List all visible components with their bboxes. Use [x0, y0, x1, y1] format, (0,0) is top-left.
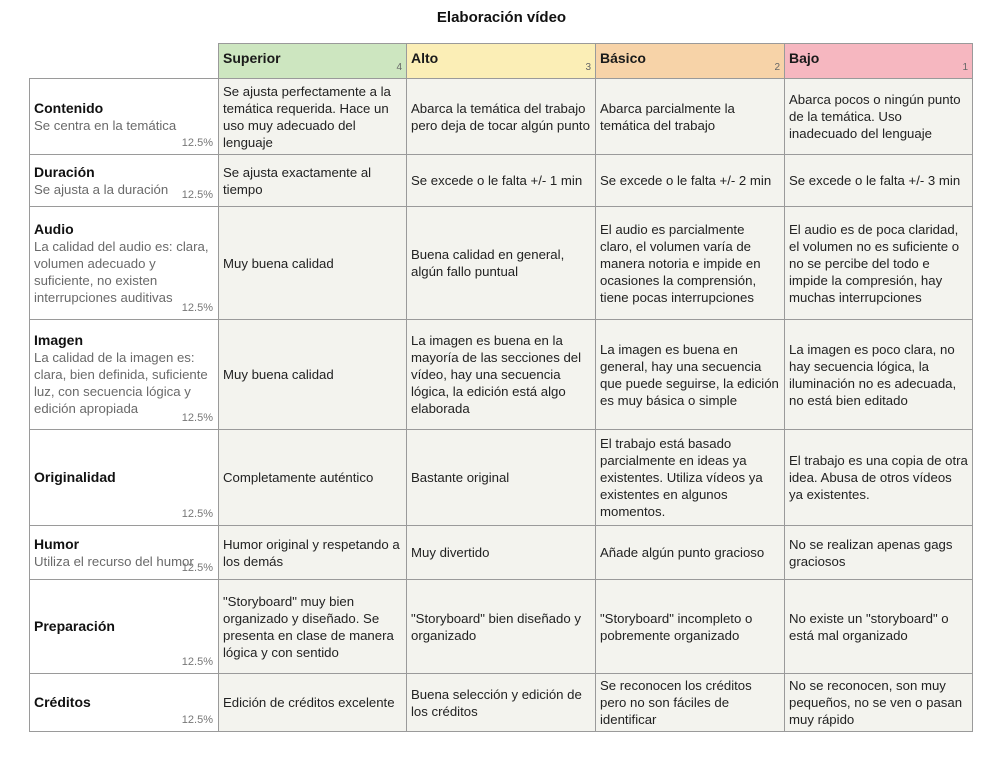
criterion-row-humor	[30, 526, 973, 580]
criterion-cell	[30, 526, 219, 580]
criterion-cell	[30, 674, 219, 732]
rubric-cell: Completamente auténtico	[219, 430, 407, 526]
rubric-cell: El trabajo es una copia de otra idea. Abusa de otros vídeos ya existentes.	[785, 430, 973, 526]
rubric-cell: "Storyboard" bien diseñado y organizado	[407, 580, 596, 674]
criterion-weight: 12.5%	[181, 189, 213, 201]
rubric-cell: La imagen es buena en general, hay una secuencia que puede seguirse, la edición es muy básica o simple	[596, 320, 785, 430]
rubric-cell: Buena calidad en general, algún fallo puntual	[407, 207, 596, 320]
page-title: Elaboración vídeo	[436, 9, 567, 26]
level-header-bajo	[785, 44, 973, 79]
rubric-cell: No existe un "storyboard" o está mal organizado	[785, 580, 973, 674]
criterion-row-duracion	[30, 155, 973, 207]
criterion-cell	[30, 430, 219, 526]
rubric-cell: Se reconocen los créditos pero no son fáciles de identificar	[596, 674, 785, 732]
level-header-alto	[407, 44, 596, 79]
criterion-name: Humor	[34, 535, 80, 552]
rubric-cell: Muy buena calidad	[219, 207, 407, 320]
rubric-cell: Buena selección y edición de los créditos	[407, 674, 596, 732]
rubric-cell: Abarca parcialmente la temática del trabajo	[596, 79, 785, 155]
level-header-basico	[596, 44, 785, 79]
criterion-name: Audio	[34, 220, 74, 237]
criterion-description: Se ajusta a la duración	[34, 181, 169, 197]
criterion-weight: 12.5%	[181, 137, 213, 149]
rubric-table	[29, 43, 973, 732]
criterion-weight: 12.5%	[181, 508, 213, 520]
criterion-cell	[30, 79, 219, 155]
level-score: 1	[962, 62, 968, 73]
criterion-name: Contenido	[34, 99, 104, 116]
criterion-name: Originalidad	[34, 469, 116, 485]
rubric-cell: Muy divertido	[407, 526, 596, 580]
rubric-cell: Se excede o le falta +/- 2 min	[596, 155, 785, 207]
criterion-description: Se centra en la temática	[34, 117, 177, 133]
criterion-cell	[30, 320, 219, 430]
rubric-cell: El audio es parcialmente claro, el volumen varía de manera notoria e impide en ocasiones la comprensión, tiene pocas interrupciones	[596, 207, 785, 320]
level-score: 2	[774, 62, 780, 73]
criterion-description: La calidad de la imagen es: clara, bien definida, suficiente luz, con secuencia lógica y edición apropiada	[34, 350, 208, 416]
rubric-cell: Abarca pocos o ningún punto de la temática. Uso inadecuado del lenguaje	[785, 79, 973, 155]
rubric-cell: Abarca la temática del trabajo pero deja de tocar algún punto	[407, 79, 596, 155]
rubric-cell: Muy buena calidad	[219, 320, 407, 430]
level-label: Alto	[411, 50, 439, 66]
rubric-cell: No se reconocen, son muy pequeños, no se ven o pasan muy rápido	[785, 674, 973, 732]
rubric-cell: Añade algún punto gracioso	[596, 526, 785, 580]
rubric-cell: El audio es de poca claridad, el volumen no es suficiente o no se percibe del todo e impide la compresión, hay muchas interrupciones	[785, 207, 973, 320]
criterion-weight: 12.5%	[181, 656, 213, 668]
criterion-cell	[30, 207, 219, 320]
rubric-cell: La imagen es poco clara, no hay secuencia lógica, la iluminación no es adecuada, no está bien editado	[785, 320, 973, 430]
rubric-cell: El trabajo está basado parcialmente en ideas ya existentes. Utiliza vídeos ya existentes en algunos momentos.	[596, 430, 785, 526]
header-corner	[30, 44, 219, 79]
criterion-weight: 12.5%	[181, 562, 213, 574]
level-label: Bajo	[789, 50, 820, 66]
criterion-row-audio	[30, 207, 973, 320]
criterion-cell	[30, 580, 219, 674]
criterion-name: Imagen	[34, 332, 84, 348]
criterion-row-creditos	[30, 674, 973, 732]
criterion-weight: 12.5%	[181, 302, 213, 314]
criterion-weight: 12.5%	[181, 714, 213, 726]
level-label: Superior	[223, 50, 281, 66]
criterion-row-imagen	[30, 320, 973, 430]
rubric-cell: Se excede o le falta +/- 1 min	[407, 155, 596, 207]
rubric-cell: La imagen es buena en la mayoría de las secciones del vídeo, hay una secuencia lógica, la edición está algo elaborada	[407, 320, 596, 430]
rubric-cell: "Storyboard" muy bien organizado y diseñado. Se presenta en clase de manera lógica y con sentido	[219, 580, 407, 674]
level-label: Básico	[600, 50, 646, 66]
criterion-row-originalidad	[30, 430, 973, 526]
rubric-cell: Se ajusta perfectamente a la temática requerida. Hace un uso muy adecuado del lenguaje	[219, 79, 407, 155]
rubric-cell: Se excede o le falta +/- 3 min	[785, 155, 973, 207]
criterion-name: Créditos	[34, 694, 91, 710]
criterion-cell	[30, 155, 219, 207]
criterion-name: Duración	[34, 163, 95, 180]
rubric-cell: Se ajusta exactamente al tiempo	[219, 155, 407, 207]
rubric-cell: Bastante original	[407, 430, 596, 526]
level-header-row	[30, 44, 973, 79]
criterion-name: Preparación	[34, 618, 115, 634]
rubric-cell: No se realizan apenas gags graciosos	[785, 526, 973, 580]
criterion-row-preparacion	[30, 580, 973, 674]
criterion-description: Utiliza el recurso del humor	[34, 553, 194, 569]
criterion-weight: 12.5%	[181, 412, 213, 424]
criterion-description: La calidad del audio es: clara, volumen adecuado y suficiente, no existen interrupciones auditivas	[34, 238, 209, 305]
rubric-cell: Edición de créditos excelente	[219, 674, 407, 732]
level-score: 3	[585, 62, 591, 73]
rubric-cell: "Storyboard" incompleto o pobremente organizado	[596, 580, 785, 674]
level-score: 4	[396, 62, 402, 73]
rubric-cell: Humor original y respetando a los demás	[219, 526, 407, 580]
criterion-row-contenido	[30, 79, 973, 155]
level-header-superior	[219, 44, 407, 79]
